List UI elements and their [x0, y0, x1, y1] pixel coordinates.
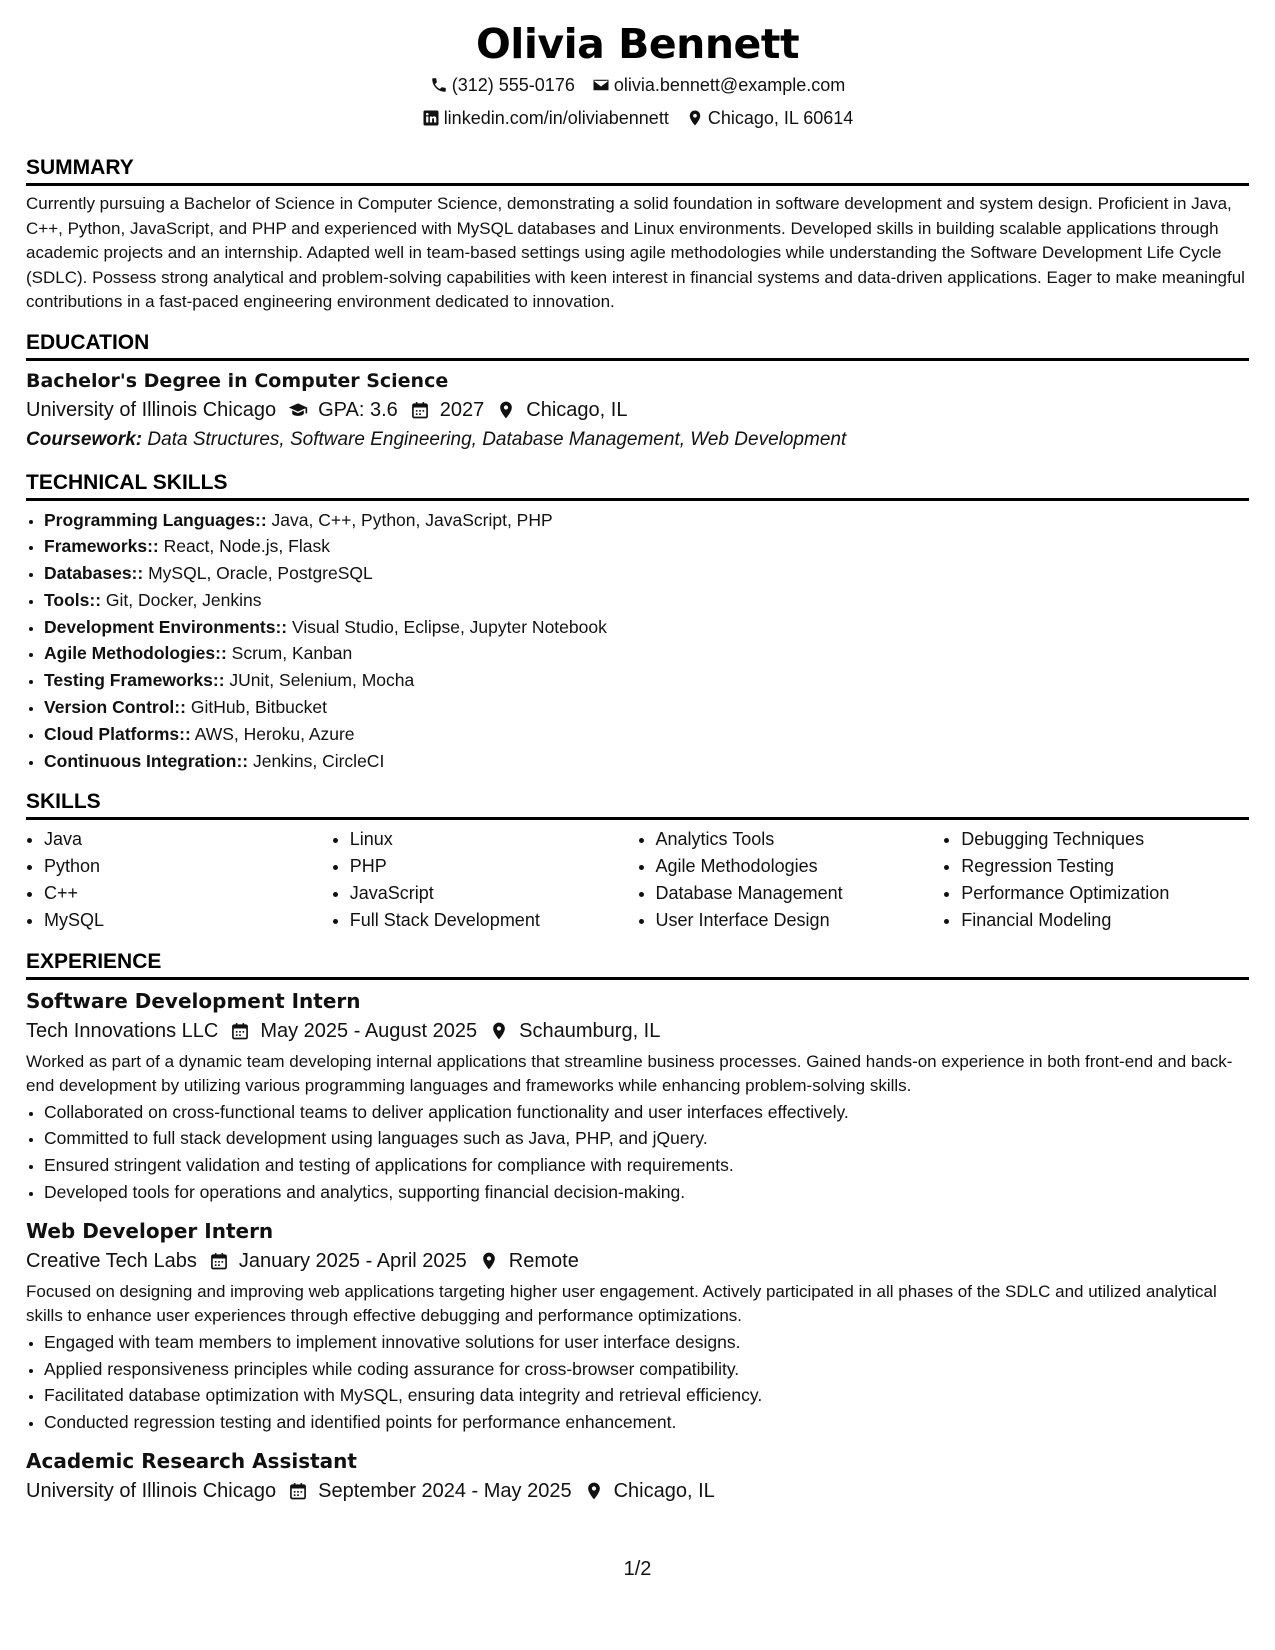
technical-skill-value: AWS, Heroku, Azure	[194, 723, 355, 744]
technical-skill-label: Testing Frameworks::	[44, 670, 225, 691]
job-meta	[26, 1016, 1249, 1046]
job-bullet: • Developed tools for operations and analytics, supporting financial decision-making.	[44, 1179, 1249, 1206]
skill-item: • Regression Testing	[961, 853, 1249, 880]
linkedin-contact	[422, 103, 669, 133]
envelope-icon	[592, 76, 610, 94]
job-bullet: • Engaged with team members to implement innovative solutions for user interface designs.	[44, 1329, 1249, 1356]
technical-skill-item	[44, 507, 1249, 534]
gpa-text: GPA: 3.6	[318, 398, 398, 421]
job-bullets	[26, 1329, 1249, 1436]
job-dates: September 2024 - May 2025	[318, 1480, 572, 1503]
email-address[interactable]: olivia.bennett@example.com	[613, 75, 846, 95]
edu-location-item	[496, 395, 627, 425]
job-bullets	[26, 1099, 1249, 1206]
skills-column	[638, 826, 944, 933]
year-item	[410, 395, 485, 425]
job-bullet: • Ensured stringent validation and testing of applications for compliance with requirements.	[44, 1152, 1249, 1179]
skills-column-list	[332, 826, 638, 933]
technical-skill-value: GitHub, Bitbucket	[190, 697, 327, 718]
skill-item: • Analytics Tools	[656, 826, 944, 853]
map-pin-icon	[479, 1251, 499, 1271]
skill-item: • Java	[44, 826, 332, 853]
experience-entry	[26, 1446, 1249, 1506]
skill-item: • Financial Modeling	[961, 907, 1249, 934]
education-meta	[26, 395, 1249, 425]
graduation-cap-icon	[288, 400, 308, 420]
skill-item: • Debugging Techniques	[961, 826, 1249, 853]
job-location: Chicago, IL	[613, 1480, 715, 1503]
skills-section	[26, 788, 1249, 933]
job-location-item	[479, 1246, 579, 1276]
coursework-label: Coursework:	[26, 428, 143, 450]
school-name-text: University of Illinois Chicago	[26, 398, 277, 421]
map-pin-icon	[496, 400, 516, 420]
dates-item	[230, 1016, 477, 1046]
technical-skill-value: Scrum, Kanban	[231, 643, 353, 664]
phone-icon	[430, 76, 448, 94]
job-title: Software Development Intern	[26, 988, 361, 1013]
skill-item: • Agile Methodologies	[656, 853, 944, 880]
summary-heading: SUMMARY	[26, 154, 1249, 186]
map-pin-icon	[584, 1481, 604, 1501]
phone-contact	[430, 70, 575, 100]
technical-skills-list	[26, 507, 1249, 775]
location-contact	[686, 103, 853, 133]
skill-item: • C++	[44, 880, 332, 907]
email-contact	[592, 70, 845, 100]
skill-item: • Full Stack Development	[350, 907, 638, 934]
skills-heading: SKILLS	[26, 788, 1249, 820]
education-heading: EDUCATION	[26, 329, 1249, 361]
technical-skill-item	[44, 614, 1249, 641]
company-item	[26, 1476, 276, 1506]
experience-entry	[26, 1216, 1249, 1436]
linkedin-url[interactable]: linkedin.com/in/oliviabennett	[443, 108, 669, 128]
map-pin-icon	[489, 1021, 509, 1041]
job-dates: January 2025 - April 2025	[238, 1249, 467, 1272]
gpa-item	[288, 395, 398, 425]
company-item	[26, 1246, 197, 1276]
skills-grid	[26, 826, 1249, 933]
company-item	[26, 1016, 218, 1046]
technical-skill-item	[44, 748, 1249, 775]
job-meta	[26, 1246, 1249, 1276]
skills-column-list	[943, 826, 1249, 933]
skill-item: • PHP	[350, 853, 638, 880]
technical-skill-label: Version Control::	[44, 697, 186, 718]
job-location-item	[584, 1476, 715, 1506]
skills-column-list	[26, 826, 332, 933]
technical-skill-label: Continuous Integration::	[44, 750, 249, 771]
skills-column	[332, 826, 638, 933]
year-text: 2027	[439, 398, 485, 421]
calendar-icon	[230, 1021, 250, 1041]
technical-skill-label: Cloud Platforms::	[44, 723, 191, 744]
job-meta	[26, 1476, 1249, 1506]
technical-skill-value: React, Node.js, Flask	[163, 536, 330, 557]
education-section	[26, 329, 1249, 455]
job-location: Remote	[508, 1249, 579, 1272]
job-bullet: • Applied responsiveness principles while coding assurance for cross-browser compatibility.	[44, 1356, 1249, 1383]
technical-skills-section	[26, 469, 1249, 775]
resume-page	[26, 18, 1249, 1516]
skills-column	[26, 826, 332, 933]
summary-section	[26, 154, 1249, 315]
job-location: Schaumburg, IL	[519, 1019, 661, 1042]
candidate-name: Olivia Bennett	[475, 20, 800, 68]
technical-skills-heading: TECHNICAL SKILLS	[26, 469, 1249, 501]
skill-item: • Performance Optimization	[961, 880, 1249, 907]
skill-item: • MySQL	[44, 907, 332, 934]
skill-item: • Linux	[350, 826, 638, 853]
technical-skill-label: Frameworks::	[44, 536, 159, 557]
technical-skill-label: Databases::	[44, 563, 144, 584]
company-name: University of Illinois Chicago	[26, 1480, 277, 1503]
phone-number: (312) 555-0176	[451, 75, 575, 95]
job-title: Web Developer Intern	[26, 1218, 274, 1243]
technical-skill-value: Java, C++, Python, JavaScript, PHP	[271, 509, 553, 530]
technical-skill-label: Tools::	[44, 589, 102, 610]
skill-item: • Database Management	[656, 880, 944, 907]
coursework-list: Data Structures, Software Engineering, Database Management, Web Development	[147, 428, 847, 450]
experience-list	[26, 986, 1249, 1506]
technical-skill-item	[44, 694, 1249, 721]
coursework-line	[26, 425, 1249, 455]
calendar-icon	[288, 1481, 308, 1501]
skills-column	[943, 826, 1249, 933]
calendar-icon	[209, 1251, 229, 1271]
edu-location-text: Chicago, IL	[526, 398, 628, 421]
skill-item: • JavaScript	[350, 880, 638, 907]
experience-heading: EXPERIENCE	[26, 948, 1249, 980]
linkedin-icon	[422, 109, 440, 127]
skills-column-list	[638, 826, 944, 933]
summary-text: Currently pursuing a Bachelor of Science in Computer Science, demonstrating a solid foundation in software development and system design. Proficient in Java, C++, Python, JavaScript, and PHP and experienced with MySQL databases and Linux environments. Developed skills in building scalable applications through academic projects and an internship. Adapted well in team-based settings using agile methodologies while understanding the Software Development Life Cycle (SDLC). Possess strong analytical and problem-solving capabilities with keen interest in financial systems and data-driven applications. Eager to make meaningful contributions in a fast-paced engineering environment dedicated to innovation.	[26, 194, 1245, 311]
skill-item: • Python	[44, 853, 332, 880]
technical-skill-item	[44, 667, 1249, 694]
technical-skill-item	[44, 560, 1249, 587]
location-text: Chicago, IL 60614	[707, 108, 854, 128]
map-pin-icon	[686, 109, 704, 127]
technical-skill-value: MySQL, Oracle, PostgreSQL	[148, 563, 373, 584]
contact-line-2	[26, 103, 1249, 136]
job-bullet: • Facilitated database optimization with MySQL, ensuring data integrity and retrieval efficiency.	[44, 1382, 1249, 1409]
job-bullet: • Conducted regression testing and identified points for performance enhancement.	[44, 1409, 1249, 1436]
technical-skill-label: Development Environments::	[44, 616, 288, 637]
page-number: 1/2	[623, 1558, 652, 1580]
company-name: Creative Tech Labs	[26, 1249, 197, 1272]
technical-skill-item	[44, 640, 1249, 667]
technical-skill-value: Visual Studio, Eclipse, Jupyter Notebook	[291, 616, 607, 637]
job-dates: May 2025 - August 2025	[260, 1019, 478, 1042]
technical-skill-item	[44, 721, 1249, 748]
job-title: Academic Research Assistant	[26, 1449, 357, 1474]
experience-section	[26, 948, 1249, 1506]
technical-skill-item	[44, 587, 1249, 614]
experience-entry	[26, 986, 1249, 1206]
calendar-icon	[410, 400, 430, 420]
job-description: Focused on designing and improving web applications targeting higher user engagement. Actively participated in all phases of the SDLC and utilized analytical skills to enhance user experiences through effective debugging and performance optimizations.	[26, 1281, 1217, 1326]
degree-title: Bachelor's Degree in Computer Science	[26, 369, 449, 392]
technical-skill-label: Programming Languages::	[44, 509, 267, 530]
company-name: Tech Innovations LLC	[26, 1019, 219, 1042]
job-bullet: • Collaborated on cross-functional teams to deliver application functionality and user interfaces effectively.	[44, 1099, 1249, 1126]
job-description: Worked as part of a dynamic team developing internal applications that streamline business processes. Gained hands-on experience in both front-end and back-end development by utilizing various programming languages and frameworks while enhancing problem-solving skills.	[26, 1051, 1233, 1096]
contact-line-1	[26, 70, 1249, 103]
technical-skill-value: Jenkins, CircleCI	[253, 750, 385, 771]
job-location-item	[489, 1016, 660, 1046]
school-name	[26, 395, 276, 425]
job-bullet: • Committed to full stack development using languages such as Java, PHP, and jQuery.	[44, 1125, 1249, 1152]
skill-item: • User Interface Design	[656, 907, 944, 934]
technical-skill-label: Agile Methodologies::	[44, 643, 227, 664]
dates-item	[288, 1476, 572, 1506]
technical-skill-value: Git, Docker, Jenkins	[105, 589, 262, 610]
technical-skill-value: JUnit, Selenium, Mocha	[229, 670, 415, 691]
dates-item	[209, 1246, 467, 1276]
technical-skill-item	[44, 533, 1249, 560]
